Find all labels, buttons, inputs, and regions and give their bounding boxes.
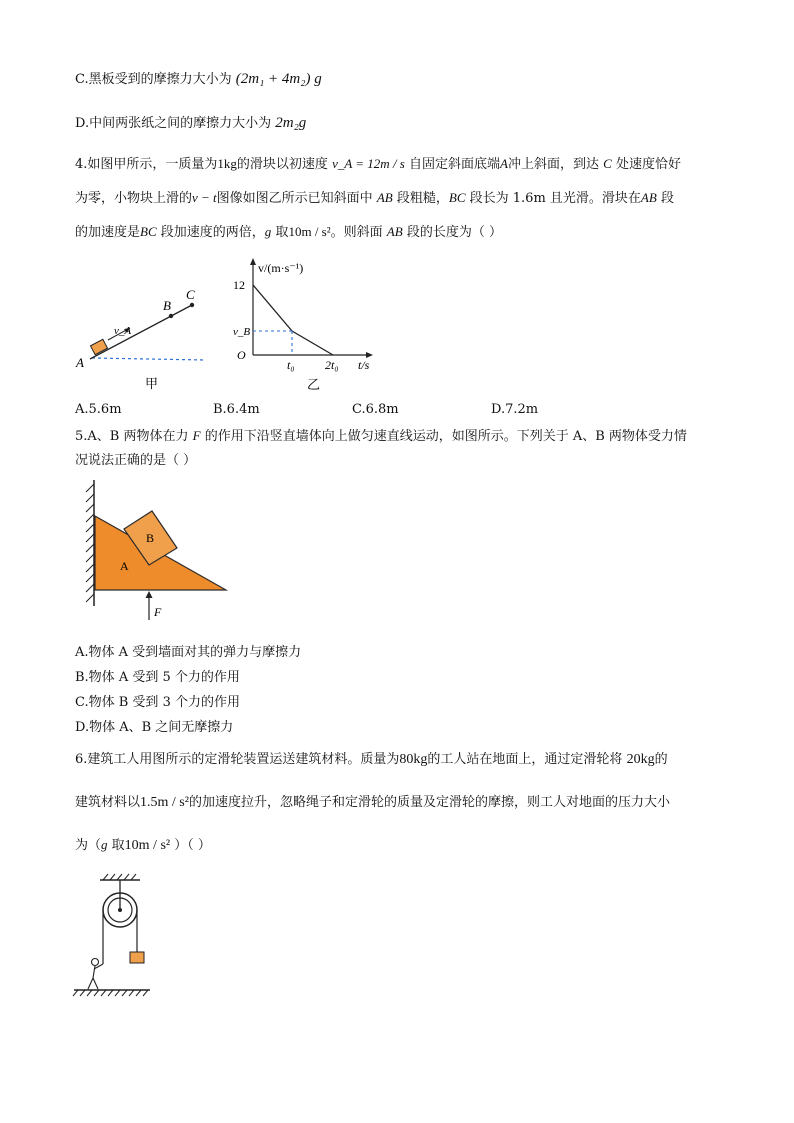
q4-label-b: B xyxy=(163,298,171,313)
q4-block xyxy=(90,339,107,354)
q4-point-b-dot xyxy=(169,314,173,318)
q4-option-c: C.6.8m xyxy=(352,402,399,417)
q6-text: 取 xyxy=(111,838,125,853)
q4-line-1 xyxy=(75,155,681,174)
q5-label-f: F xyxy=(154,605,162,619)
q4-figure-jia xyxy=(70,280,220,395)
q6-text: 建筑材料以 xyxy=(75,795,141,810)
q6-line-1 xyxy=(75,751,668,769)
q6-ground-hatch xyxy=(73,990,148,996)
q5-option-c: C.物体 B 受到 3 个力的作用 xyxy=(75,695,240,710)
q4-option-d: D.7.2m xyxy=(491,402,539,417)
q5-figure xyxy=(80,478,240,628)
q4-tick-12: 12 xyxy=(233,278,245,292)
q6-text: ）（ ） xyxy=(174,838,211,853)
q4-tick-2t0: 2t₀ xyxy=(325,358,339,372)
q4-caption-yi: 乙 xyxy=(307,377,321,392)
q4-text: 段粗糙， xyxy=(396,191,449,206)
q4-g: g xyxy=(264,224,272,239)
q4-text: 冲上斜面，到达 xyxy=(507,157,599,172)
q4-text: 处速度恰好 xyxy=(615,157,681,172)
q4-text: 的滑块以初速度 xyxy=(236,157,328,172)
q4-bc: BC xyxy=(448,190,466,205)
q4-v-axis-label: v/(m·s⁻¹) xyxy=(258,261,304,275)
q4-tick-t0: t₀ xyxy=(287,358,295,372)
q4-figure-yi xyxy=(225,255,385,395)
q6-material-block xyxy=(130,952,144,963)
q4-line-3 xyxy=(75,223,502,242)
q6-line-2 xyxy=(75,794,670,812)
q4-ab: AB xyxy=(386,224,403,239)
q4-g-value: 10m / s² xyxy=(288,224,331,239)
q6-text: 的工人站在地面上，通过定滑轮将 xyxy=(427,752,623,767)
q4-bc: BC xyxy=(140,224,157,239)
q5-option-b: B.物体 A 受到 5 个力的作用 xyxy=(75,670,240,685)
q4-caption-jia: 甲 xyxy=(145,376,159,391)
q6-mass-worker: 80kg xyxy=(399,752,428,767)
q5-line-2: 况说法正确的是（ ） xyxy=(75,453,197,468)
q4-text: 为零，小物块上滑的 xyxy=(75,191,193,206)
q6-acceleration: 1.5m / s² xyxy=(140,795,189,810)
q6-ceiling-hatch xyxy=(103,874,136,880)
q6-text: 的 xyxy=(654,752,668,767)
q4-text: 段的长度为（ ） xyxy=(406,225,502,240)
q4-t-axis-label: t/s xyxy=(358,358,370,372)
q6-pulley-axle xyxy=(118,908,122,912)
q3-option-c xyxy=(75,70,322,89)
q3-option-d-text: D.中间两张纸之间的摩擦力大小为 xyxy=(75,116,272,131)
q4-text: 段长为 1.6m 且光滑。滑块在 xyxy=(469,191,641,206)
q4-ab: AB xyxy=(376,190,393,205)
q5-text: 5.A、B 两物体在力 xyxy=(75,429,189,444)
q4-horizontal-dashed xyxy=(92,358,205,360)
q4-text: 取 xyxy=(275,225,289,240)
q4-vt: v − t xyxy=(192,190,217,205)
q4-text: 段 xyxy=(660,191,674,206)
q4-initial-velocity: v_A = 12m / s xyxy=(332,156,405,171)
q5-line-1 xyxy=(75,427,687,446)
q5-force-arrow-head xyxy=(146,591,153,598)
q5-option-d: D.物体 A、B 之间无摩擦力 xyxy=(75,720,234,735)
q4-label-a: A xyxy=(76,355,84,370)
q6-g: g xyxy=(101,837,108,852)
q5-label-a: A xyxy=(120,559,129,573)
q4-ab: AB xyxy=(640,190,657,205)
q6-g-value: 10m / s² xyxy=(124,838,171,853)
q4-text: 4.如图甲所示，一质量为 xyxy=(75,157,218,172)
q6-line-3 xyxy=(75,836,211,855)
q4-origin: O xyxy=(237,348,246,362)
q4-text: 段加速度的两倍， xyxy=(160,225,265,240)
q3-option-d-expr: 2m₂g xyxy=(275,115,307,131)
q6-text: 的加速度拉升，忽略绳子和定滑轮的质量及定滑轮的摩擦，则工人对地面的压力大小 xyxy=(188,795,670,810)
q4-text: 自固定斜面底端 xyxy=(409,157,501,172)
q4-option-a: A.5.6m xyxy=(75,402,122,417)
q4-text: 。则斜面 xyxy=(330,225,383,240)
q3-option-c-text: C.黑板受到的摩擦力大小为 xyxy=(75,72,232,87)
q4-mass: 1kg xyxy=(217,156,237,171)
q6-text: 6.建筑工人用图所示的定滑轮装置运送建筑材料。质量为 xyxy=(75,752,400,767)
q4-tick-vb: v_B xyxy=(233,326,251,338)
q4-incline-line xyxy=(90,305,192,359)
q4-text: 的加速度是 xyxy=(75,225,141,240)
q5-text: 的作用下沿竖直墙体向上做匀速直线运动，如图所示。下列关于 A、B 两物体受力情 xyxy=(204,429,687,444)
q4-point-c: C xyxy=(603,156,612,171)
q5-label-b: B xyxy=(146,531,155,545)
q5-force-f: F xyxy=(192,428,201,443)
q3-option-d xyxy=(75,114,306,133)
q4-v-axis-arrow xyxy=(250,258,256,265)
q4-label-c: C xyxy=(186,287,195,302)
q6-pulley-figure xyxy=(70,872,160,1002)
q5-option-a: A.物体 A 受到墙面对其的弹力与摩擦力 xyxy=(75,645,302,660)
q4-text: 图像如图乙所示已知斜面中 xyxy=(216,191,373,206)
q3-option-c-expr: (2m₁ + 4m₂) g xyxy=(235,71,322,87)
q4-option-b: B.6.4m xyxy=(213,402,260,417)
q6-mass-material: 20kg xyxy=(626,752,655,767)
q4-line-2 xyxy=(75,189,674,208)
q4-point-a: A xyxy=(500,156,508,171)
q6-worker-icon xyxy=(88,959,103,990)
q4-label-va: v_A xyxy=(114,325,132,337)
q5-wall-hatch xyxy=(86,484,94,602)
q4-point-c-dot xyxy=(190,303,194,307)
q6-text: 为（ xyxy=(75,838,102,853)
q4-vt-line xyxy=(253,285,333,355)
